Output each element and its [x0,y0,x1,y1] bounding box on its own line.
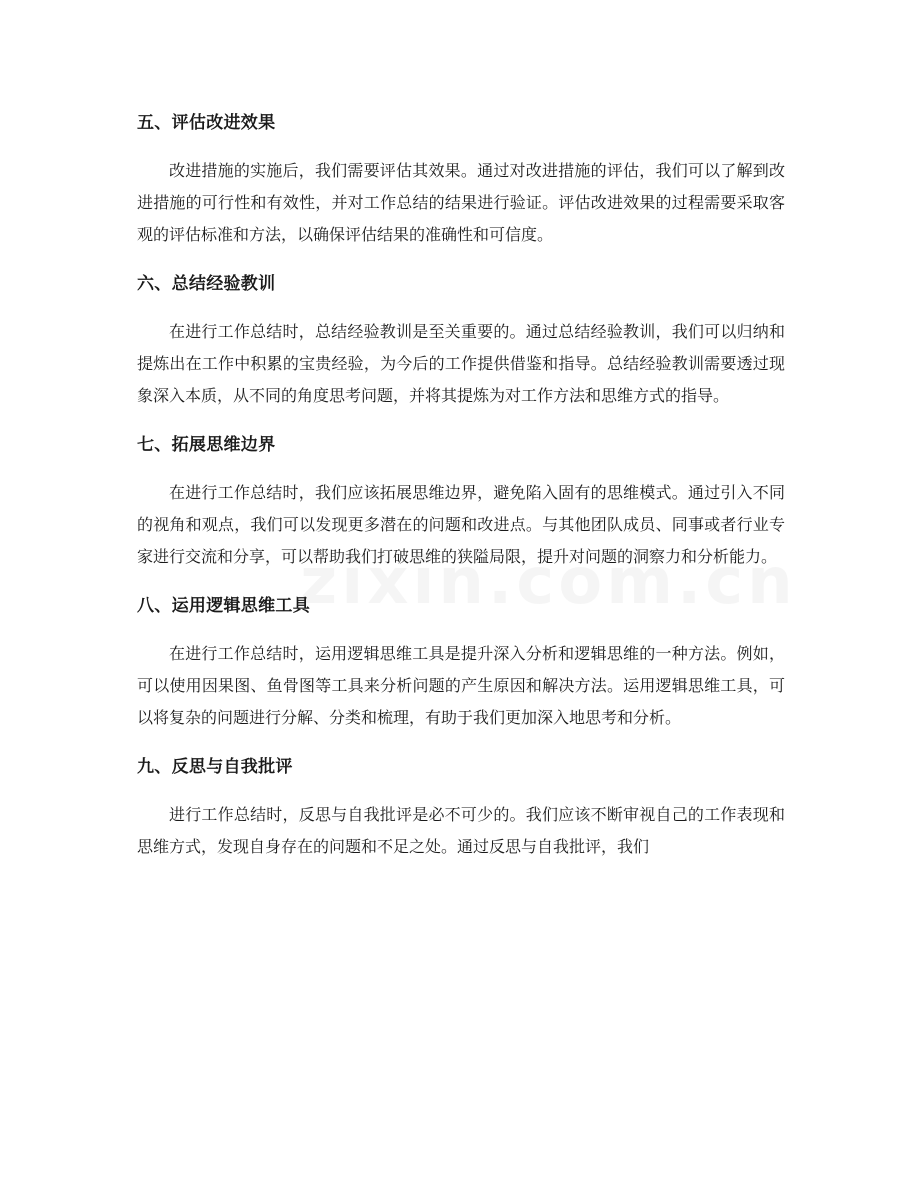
section-paragraph-8: 在进行工作总结时，运用逻辑思维工具是提升深入分析和逻辑思维的一种方法。例如，可以使用因果图、鱼骨图等工具来分析问题的产生原因和解决方法。运用逻辑思维工具，可以将复杂的问题进行分解、分类和梳理，有助于我们更加深入地思考和分析。 [137,644,785,727]
section-paragraph-6: 在进行工作总结时，总结经验教训是至关重要的。通过总结经验教训，我们可以归纳和提炼出在工作中积累的宝贵经验，为今后的工作提供借鉴和指导。总结经验教训需要透过现象深入本质，从不同的角度思考问题，并将其提炼为对工作方法和思维方式的指导。 [137,322,785,405]
section-paragraph-5: 改进措施的实施后，我们需要评估其效果。通过对改进措施的评估，我们可以了解到改进措施的可行性和有效性，并对工作总结的结果进行验证。评估改进效果的过程需要采取客观的评估标准和方法，以确保评估结果的准确性和可信度。 [137,161,785,244]
section-heading-9: 九、反思与自我批评 [137,757,293,777]
section-paragraph-7: 在进行工作总结时，我们应该拓展思维边界，避免陷入固有的思维模式。通过引入不同的视角和观点，我们可以发现更多潜在的问题和改进点。与其他团队成员、同事或者行业专家进行交流和分享，可以帮助我们打破思维的狭隘局限，提升对问题的洞察力和分析能力。 [137,483,785,566]
section-heading-8: 八、运用逻辑思维工具 [137,596,310,616]
section-heading-6: 六、总结经验教训 [137,274,276,294]
document-content [137,104,785,877]
section-heading-7: 七、拓展思维边界 [137,435,276,455]
section-heading-5: 五、评估改进效果 [137,113,276,133]
section-paragraph-9: 进行工作总结时，反思与自我批评是必不可少的。我们应该不断审视自己的工作表现和思维方式，发现自身存在的问题和不足之处。通过反思与自我批评，我们 [137,805,785,856]
